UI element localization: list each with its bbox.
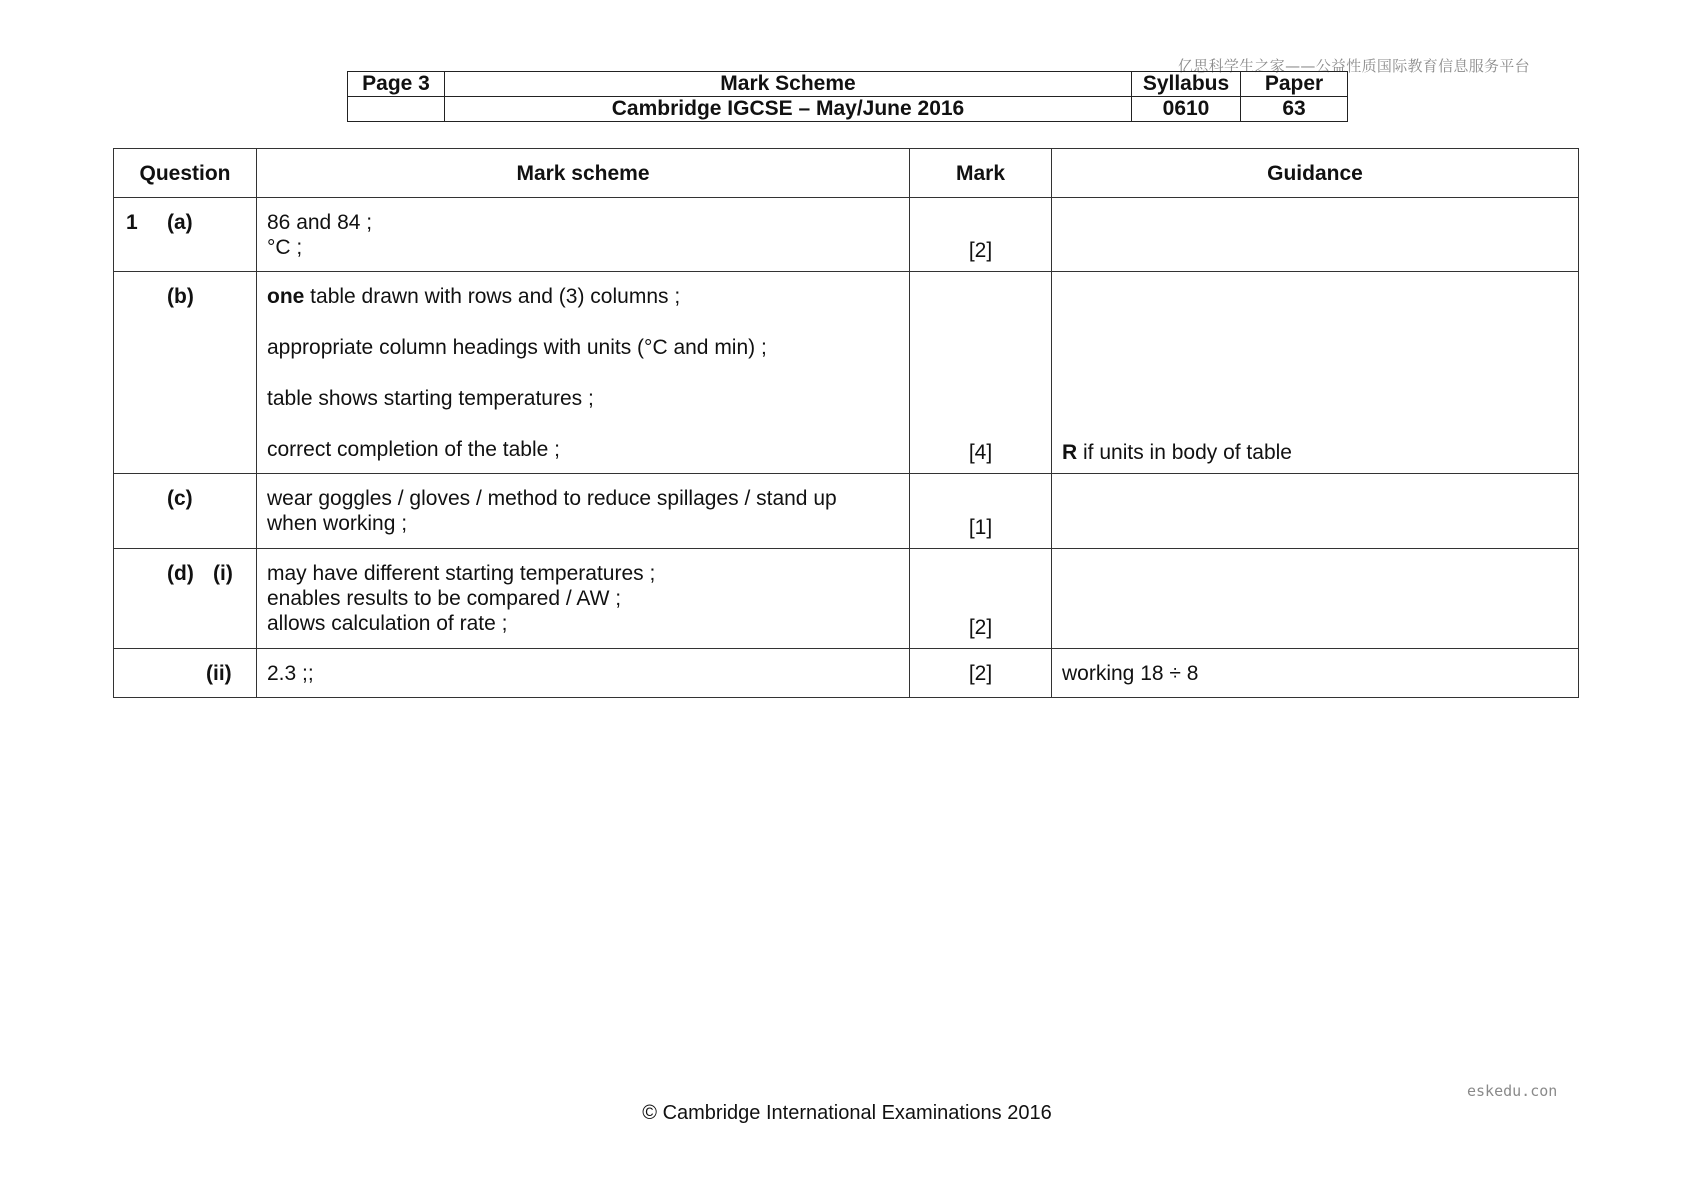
header-table [347, 71, 1348, 122]
paper-label: Paper [1241, 72, 1348, 97]
guidance-column-header: Guidance [1052, 149, 1579, 198]
answer-line: may have different starting temperatures ; [267, 562, 656, 585]
page-number: Page 3 [348, 72, 445, 97]
guidance-cell: working 18 ÷ 8 [1052, 649, 1579, 698]
syllabus-code: 0610 [1132, 97, 1241, 122]
guidance-text: if units in body of table [1077, 441, 1292, 464]
question-subpart: (i) [213, 562, 233, 585]
answer-text: table drawn with rows and (3) columns ; [304, 285, 681, 308]
syllabus-label: Syllabus [1132, 72, 1241, 97]
mark-cell: [2] [910, 198, 1052, 272]
answer-line: enables results to be compared / AW ; [267, 587, 622, 610]
answer-line: 2.3 ;; [267, 662, 314, 685]
table-row [114, 649, 1579, 698]
table-header-row [114, 149, 1579, 198]
table-row [114, 474, 1579, 549]
answer-line: °C ; [267, 236, 303, 259]
table-row [114, 549, 1579, 649]
mark-scheme-cell [257, 474, 910, 549]
question-part: (c) [167, 487, 193, 510]
question-part: (d) [167, 562, 194, 585]
guidance-cell [1052, 198, 1579, 272]
empty-cell [348, 97, 445, 122]
guidance-cell [1052, 272, 1579, 474]
reject-marker: R [1062, 441, 1078, 464]
site-watermark: eskedu.con [1467, 1082, 1558, 1100]
document-subtitle: Cambridge IGCSE – May/June 2016 [445, 97, 1132, 122]
answer-line: correct completion of the table ; [267, 438, 560, 461]
emphasis-text: one [267, 285, 305, 308]
answer-line: allows calculation of rate ; [267, 612, 508, 635]
mark-column-header: Mark [910, 149, 1052, 198]
answer-line: when working ; [267, 512, 408, 535]
mark-cell: [4] [910, 272, 1052, 474]
question-cell [114, 649, 257, 698]
table-row [114, 272, 1579, 474]
answer-line: wear goggles / gloves / method to reduce spillages / stand up [267, 487, 837, 510]
mark-scheme-cell [257, 272, 910, 474]
answer-line: 86 and 84 ; [267, 211, 373, 234]
question-cell [114, 549, 257, 649]
mark-scheme-cell [257, 649, 910, 698]
guidance-cell [1052, 474, 1579, 549]
table-row [114, 198, 1579, 272]
mark-scheme-cell [257, 198, 910, 272]
copyright-footer: © Cambridge International Examinations 2016 [642, 1102, 1052, 1124]
mark-scheme-cell [257, 549, 910, 649]
question-column-header: Question [114, 149, 257, 198]
guidance-cell [1052, 549, 1579, 649]
mark-cell: [2] [910, 649, 1052, 698]
document-title: Mark Scheme [445, 72, 1132, 97]
mark-cell: [2] [910, 549, 1052, 649]
question-cell [114, 272, 257, 474]
question-subpart: (ii) [206, 662, 232, 685]
question-cell [114, 198, 257, 272]
question-part: (a) [167, 211, 193, 234]
paper-number: 63 [1241, 97, 1348, 122]
question-part: (b) [167, 285, 194, 308]
question-cell [114, 474, 257, 549]
watermark-text: 亿思科学生之家——公益性质国际教育信息服务平台 [1178, 57, 1530, 75]
mark-cell: [1] [910, 474, 1052, 549]
answer-line: table shows starting temperatures ; [267, 387, 594, 410]
answer-line [267, 284, 899, 309]
mark-scheme-column-header: Mark scheme [257, 149, 910, 198]
question-number: 1 [126, 211, 138, 234]
mark-scheme-table [113, 148, 1579, 698]
answer-line: appropriate column headings with units (°C and min) ; [267, 336, 767, 359]
